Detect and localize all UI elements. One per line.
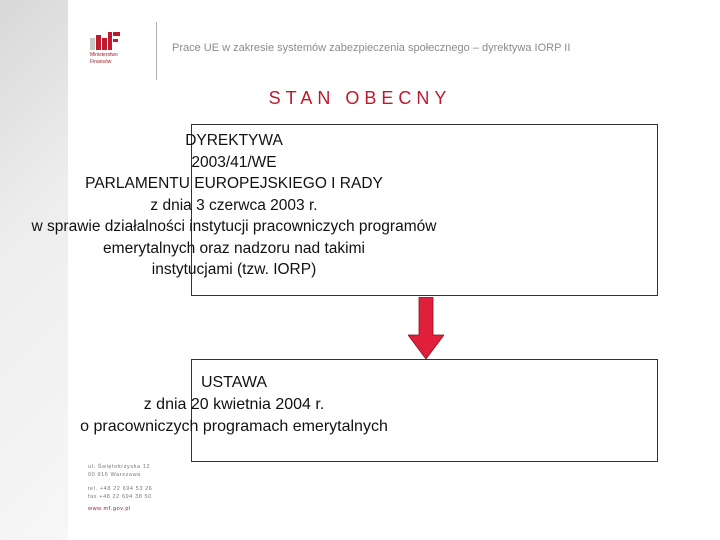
contact-website-link[interactable]: www.mf.gov.pl (88, 506, 131, 512)
directive-line: emerytalnych oraz nadzoru nad takimi (103, 239, 365, 257)
contact-tel: tel. +48 22 694 53 26 (88, 486, 153, 492)
law-line: USTAWA (200, 374, 268, 391)
law-text (0, 372, 659, 438)
contact-info (88, 463, 152, 513)
slide-title: STAN OBECNY (268, 88, 452, 108)
ministry-logo-icon (90, 32, 120, 50)
law-line: z dnia 20 kwietnia 2004 r. (143, 396, 325, 413)
contact-city: 00 916 Warszawa (88, 472, 141, 478)
contact-fax: fax +48 22 694 38 50 (88, 494, 152, 500)
directive-line: 2003/41/WE (191, 153, 277, 171)
header-title: Prace UE w zakresie systemów zabezpieczenia społecznego – dyrektywa IORP II (172, 42, 571, 54)
directive-line: z dnia 3 czerwca 2003 r. (150, 196, 318, 214)
arrow-down-icon (408, 297, 444, 359)
directive-text (0, 130, 659, 281)
contact-address: ul. Świętokrzyska 12 (88, 464, 151, 470)
directive-line: instytucjami (tzw. IORP) (151, 261, 317, 278)
directive-line: DYREKTYWA (185, 132, 283, 149)
law-line: o pracowniczych programach emerytalnych (80, 418, 388, 435)
directive-line: w sprawie działalności instytucji pracowniczych programów (31, 218, 437, 235)
logo-text-line1: Ministerstwo (90, 52, 118, 58)
ministry-logo (88, 28, 148, 72)
header-divider (156, 22, 157, 80)
logo-text-line2: Finansów (90, 59, 112, 65)
directive-line: PARLAMENTU EUROPEJSKIEGO I RADY (85, 175, 383, 192)
